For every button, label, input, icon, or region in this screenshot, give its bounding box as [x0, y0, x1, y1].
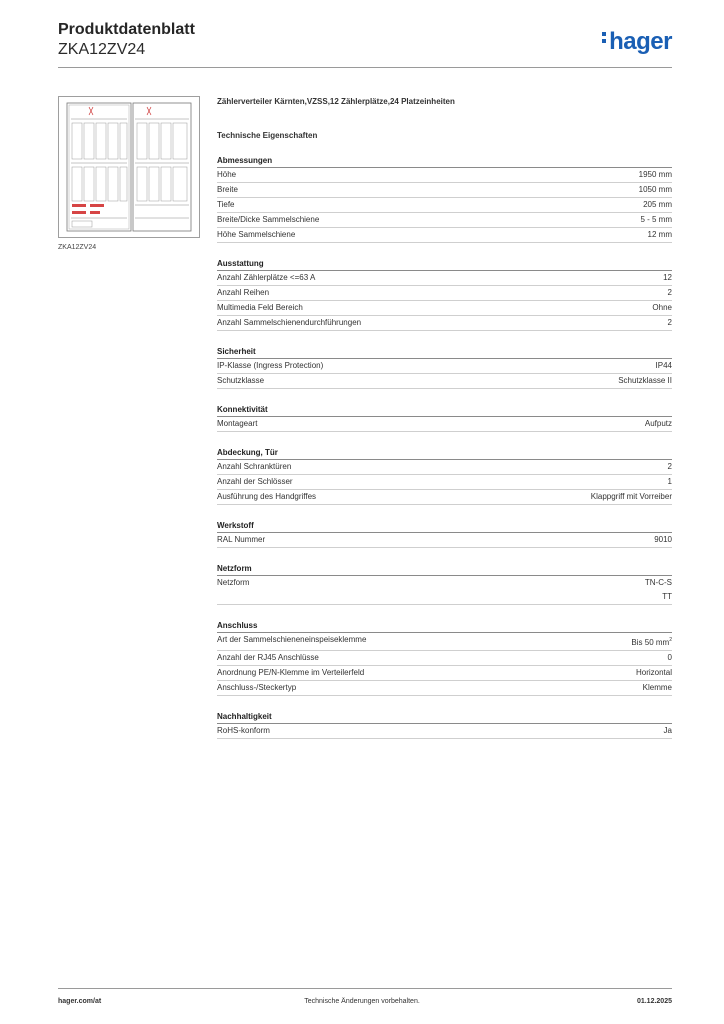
section-abmessungen	[217, 154, 672, 243]
property-row	[217, 198, 672, 213]
property-label: RAL Nummer	[217, 535, 266, 544]
footer-notice: Technische Änderungen vorbehalten.	[304, 998, 420, 1005]
property-label: Ausführung des Handgriffes	[217, 492, 317, 501]
property-row	[217, 228, 672, 243]
section-title: Ausstattung	[217, 257, 672, 271]
property-value: 12	[663, 273, 672, 282]
property-value: 1950 mm	[638, 170, 672, 179]
property-row	[217, 576, 672, 605]
property-value: 5 - 5 mm	[640, 215, 672, 224]
property-row	[217, 533, 672, 548]
property-row	[217, 374, 672, 389]
section-werkstoff	[217, 519, 672, 548]
header-divider	[58, 67, 672, 68]
section-netzform	[217, 562, 672, 605]
section-konnektivitaet	[217, 403, 672, 432]
property-label: IP-Klasse (Ingress Protection)	[217, 361, 324, 370]
property-value: 12 mm	[647, 230, 672, 239]
property-value	[645, 576, 672, 604]
property-value: 1050 mm	[638, 185, 672, 194]
property-label: Breite/Dicke Sammelschiene	[217, 215, 320, 224]
property-label: Montageart	[217, 419, 258, 428]
section-title: Nachhaltigkeit	[217, 710, 672, 724]
footer-date: 01.12.2025	[636, 998, 672, 1005]
property-value: IP44	[655, 361, 672, 370]
property-value-text: Bis 50 mm	[631, 638, 670, 647]
property-label: Anzahl Schranktüren	[217, 462, 292, 471]
property-row	[217, 316, 672, 331]
property-label: Höhe	[217, 170, 237, 179]
property-value: Schutzklasse II	[618, 376, 672, 385]
property-value-line: TN-C-S	[644, 578, 672, 587]
property-value: Aufputz	[644, 419, 672, 428]
logo-text: hager	[609, 28, 672, 55]
property-row	[217, 168, 672, 183]
property-row	[217, 666, 672, 681]
property-row	[217, 183, 672, 198]
property-label: Anordnung PE/N-Klemme im Verteilerfeld	[217, 668, 365, 677]
product-content	[217, 96, 672, 739]
property-value: 2	[667, 462, 672, 471]
property-row	[217, 213, 672, 228]
property-value: Ohne	[652, 303, 672, 312]
property-row	[217, 301, 672, 316]
section-title: Abmessungen	[217, 154, 672, 168]
section-title: Werkstoff	[217, 519, 672, 533]
product-description: Zählerverteiler Kärnten,VZSS,12 Zählerplätze,24 Platzeinheiten	[217, 97, 455, 106]
property-value: 9010	[654, 535, 672, 544]
property-value: 0	[667, 653, 672, 662]
property-value: Horizontal	[635, 668, 672, 677]
property-value: 1	[667, 477, 672, 486]
section-anschluss	[217, 619, 672, 696]
section-title: Konnektivität	[217, 403, 672, 417]
property-label: Anzahl Sammelschienendurchführungen	[217, 318, 362, 327]
property-row	[217, 651, 672, 666]
logo-dots-icon	[602, 29, 607, 46]
image-caption: ZKA12ZV24	[58, 244, 97, 251]
section-nachhaltigkeit	[217, 710, 672, 739]
property-row	[217, 417, 672, 432]
section-sicherheit	[217, 345, 672, 389]
property-label: Breite	[217, 185, 238, 194]
property-value	[631, 633, 672, 650]
footer-divider	[58, 988, 672, 989]
property-value: 2	[667, 318, 672, 327]
property-row	[217, 681, 672, 696]
section-title: Anschluss	[217, 619, 672, 633]
property-label: Schutzklasse	[217, 376, 265, 385]
property-row	[217, 633, 672, 651]
property-label: Anzahl Reihen	[217, 288, 270, 297]
property-value: 205 mm	[643, 200, 672, 209]
cabinet-drawing-icon	[59, 97, 199, 237]
property-value-line: TT	[662, 592, 672, 601]
property-label: Art der Sammelschieneneinspeiseklemme	[217, 635, 367, 644]
section-title: Sicherheit	[217, 345, 672, 359]
property-label: Anzahl der RJ45 Anschlüsse	[217, 653, 319, 662]
property-value: Klemme	[642, 683, 672, 692]
section-abdeckung-tuer	[217, 446, 672, 505]
property-row	[217, 475, 672, 490]
property-row	[217, 460, 672, 475]
property-value: Ja	[663, 726, 672, 735]
document-header	[58, 20, 195, 60]
property-value: Klappgriff mit Vorreiber	[590, 492, 672, 501]
property-row	[217, 724, 672, 739]
property-label: Anzahl Zählerplätze <=63 A	[217, 273, 316, 282]
product-image	[58, 96, 200, 238]
property-value: 2	[667, 288, 672, 297]
property-label: RoHS-konform	[217, 726, 270, 735]
hager-logo	[602, 28, 672, 56]
unit-superscript: 2	[669, 637, 672, 643]
property-label: Tiefe	[217, 200, 235, 209]
section-ausstattung	[217, 257, 672, 331]
property-label: Anzahl der Schlösser	[217, 477, 293, 486]
product-code: ZKA12ZV24	[58, 41, 146, 58]
footer-website-link[interactable]: hager.com/at	[58, 998, 102, 1005]
document-title: Produktdatenblatt	[58, 21, 195, 38]
property-label: Anschluss-/Steckertyp	[217, 683, 297, 692]
section-title: Abdeckung, Tür	[217, 446, 672, 460]
property-label: Multimedia Feld Bereich	[217, 303, 303, 312]
property-label: Netzform	[217, 578, 250, 587]
property-row	[217, 286, 672, 301]
property-row	[217, 359, 672, 374]
property-row	[217, 490, 672, 505]
tech-properties-title: Technische Eigenschaften	[217, 131, 318, 140]
property-label: Höhe Sammelschiene	[217, 230, 296, 239]
section-title: Netzform	[217, 562, 672, 576]
property-row	[217, 271, 672, 286]
